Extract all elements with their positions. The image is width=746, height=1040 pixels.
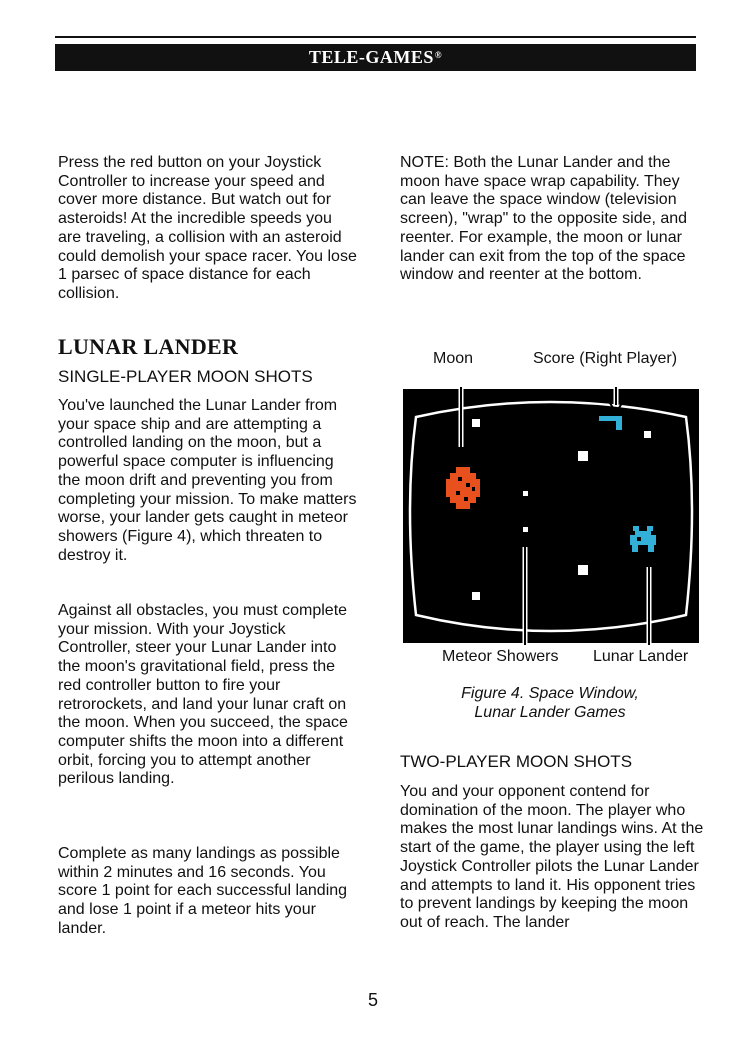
note-text-a: Both the Lunar Lander and the moon have [400, 154, 671, 190]
two-player-paragraph [400, 783, 705, 933]
subsection-title-single: SINGLE-PLAYER MOON SHOTS [58, 367, 313, 386]
meteor-icon [644, 431, 651, 438]
figure-label-moon: Moon [433, 350, 474, 367]
page-number: 5 [367, 990, 378, 1010]
note-text-b: capability. They can leave the space window (television screen), "wrap" to the opposite side, and reenter. For example, the moon or lunar lander can exit from the top of the space window and reenter at the bottom. [400, 172, 688, 284]
brand-name: TELE-GAMES [308, 47, 434, 67]
brand-banner [55, 44, 696, 71]
para3-text: Complete as many landings as possible within 2 minutes and 16 seconds. You score 1 point for each successful landing and lose 1 point if a meteor hits your lander. [58, 845, 348, 937]
note-term: space wrap [483, 172, 566, 190]
meteor-icon [578, 565, 588, 575]
section-title: LUNAR LANDER [58, 334, 239, 359]
meteor-icon [472, 419, 480, 427]
registered-mark: ® [434, 50, 443, 60]
note-label: NOTE: [400, 154, 449, 171]
figure-label-meteors: Meteor Showers [442, 648, 559, 665]
meteor-icon [523, 527, 528, 532]
space-window-figure [400, 387, 702, 645]
meteor-icon [472, 592, 480, 600]
para1-text-a: You've launched the Lunar Lander from your space ship and are attempting a controlled landing on the moon, but a powerful space computer is influencing the moon drift and preventing you from completing your mission. To make matters worse, your lander gets caught in meteor showers ( [58, 397, 357, 545]
figure-reference: Figure 4 [127, 527, 187, 545]
figure-caption [400, 684, 700, 722]
note-paragraph [400, 154, 705, 285]
intro-paragraph [58, 154, 358, 304]
two-player-text: You and your opponent contend for domination of the moon. The player who makes the most lunar landings wins. At the start of the game, the player using the left Joystick Controller pilots the Lunar Lander and attempts to land it. His opponent tries to prevent landings by keeping the moon out of reach. The lander [400, 783, 704, 931]
obstacles-paragraph [58, 602, 358, 789]
header-rule [55, 36, 696, 38]
caption-line-2: Lunar Lander Games [474, 704, 626, 721]
figure-label-lander: Lunar Lander [593, 648, 689, 665]
para1-text-b: ), which threaten to destroy it. [58, 527, 323, 564]
meteor-icon [523, 491, 528, 496]
caption-line-1: Figure 4. Space Window, [461, 685, 639, 702]
meteor-icon [578, 451, 588, 461]
figure-label-score: Score (Right Player) [533, 350, 678, 367]
subsection-title-two: TWO-PLAYER MOON SHOTS [400, 752, 633, 771]
single-player-paragraph [58, 397, 358, 565]
intro-text: Press the red button on your Joystick Controller to increase your speed and cover more distance. But watch out for asteroids! At the incredible speeds you are traveling, a collision with an asteroid could demolish your space racer. You lose 1 parsec of space distance for each collision. [58, 154, 357, 302]
para2-text: Against all obstacles, you must complete your mission. With your Joystick Controller, steer your Lunar Lander into the moon's gravitational field, press the red controller button to fire your retrorockets, and land your lunar craft on the moon. When you succeed, the space computer shifts the moon into a different orbit, forcing you to attempt another perilous landing. [58, 602, 348, 788]
scoring-paragraph [58, 845, 358, 939]
screen-background [403, 389, 699, 643]
